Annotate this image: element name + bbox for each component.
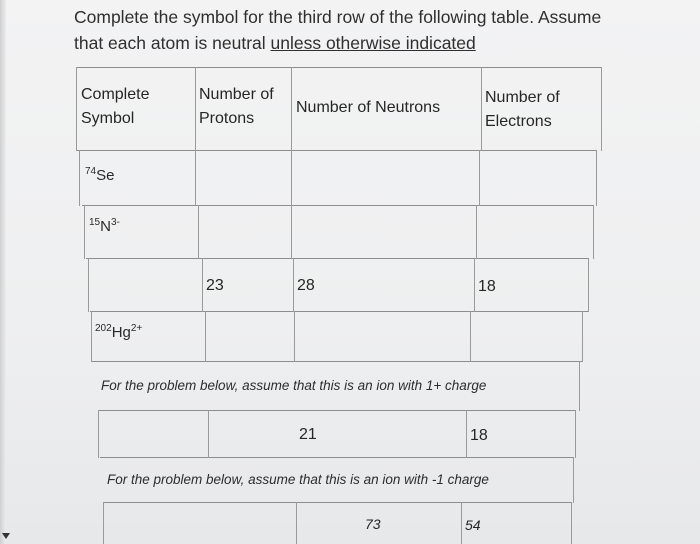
row6-neutrons: 73 (365, 516, 381, 532)
question-underlined: unless otherwise indicated (270, 33, 476, 53)
row5-electrons: 18 (470, 427, 488, 444)
header-neutrons: Number of Neutrons (296, 99, 441, 116)
header-protons-line1: Number of (199, 86, 274, 103)
row5-neutrons: 21 (299, 426, 317, 443)
mass-number: 202 (95, 323, 112, 334)
header-electrons (485, 86, 560, 134)
mass-number: 15 (89, 217, 101, 228)
element-symbol: N (100, 218, 111, 235)
header-electrons-line1: Number of (485, 89, 560, 106)
symbol-se-74 (85, 167, 114, 184)
header-protons-line2: Protons (199, 110, 255, 127)
question-text (74, 4, 634, 56)
symbol-n-15 (89, 218, 120, 235)
header-protons (199, 83, 274, 131)
question-main: Complete the symbol for the third row of the following table. Assume that each atom is neutral (74, 7, 602, 53)
header-electrons-line2: Electrons (485, 113, 552, 130)
row3-electrons: 18 (478, 278, 496, 295)
note-ion-plus-one: For the problem below, assume that this is an ion with 1+ charge (101, 378, 487, 393)
ion-charge: 2+ (130, 323, 143, 334)
symbol-hg-202 (95, 324, 142, 341)
element-symbol: Se (96, 167, 115, 184)
header-complete-symbol (81, 83, 149, 131)
row6-electrons: 54 (465, 517, 481, 533)
header-symbol-line1: Complete (81, 86, 150, 103)
element-symbol: Hg (111, 324, 131, 341)
row3-neutrons: 28 (297, 277, 315, 294)
header-symbol-line2: Symbol (81, 110, 135, 127)
row3-protons: 23 (206, 277, 224, 294)
note-ion-minus-one: For the problem below, assume that this is an ion with -1 charge (107, 472, 489, 487)
ion-charge: 3- (110, 217, 120, 228)
mass-number: 74 (85, 166, 97, 177)
page-edge (0, 0, 6, 544)
arrow-marker-icon (2, 533, 10, 539)
